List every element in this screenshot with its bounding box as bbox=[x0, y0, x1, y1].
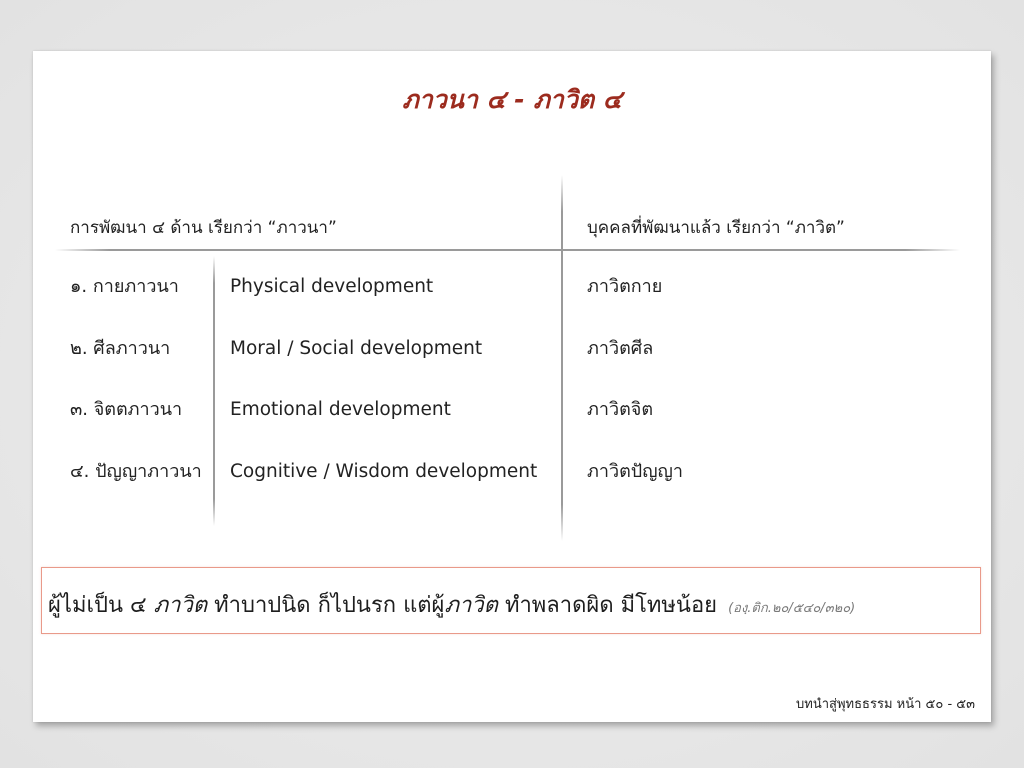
slide-title: ภาวนา ๔ - ภาวิต ๔ bbox=[402, 85, 622, 114]
row-1-thai: ๑. กายภาวนา bbox=[70, 276, 179, 297]
row-4-english: Cognitive / Wisdom development bbox=[230, 461, 538, 482]
row-2-thai: ๒. ศีลภาวนา bbox=[70, 338, 171, 359]
quote-part-2: ทำบาปนิด ก็ไปนรก แต่ผู้ bbox=[207, 593, 445, 618]
quote-emphasis-2: ภาวิต bbox=[444, 593, 498, 618]
quote-part-3: ทำพลาดผิด มีโทษน้อย bbox=[497, 593, 718, 618]
row-1-result: ภาวิตกาย bbox=[587, 276, 663, 297]
row-2-english: Moral / Social development bbox=[230, 338, 483, 359]
footer-source: บทนำสู่พุทธธรรม หน้า ๕๐ - ๕๓ bbox=[796, 697, 975, 712]
column-divider-inner bbox=[213, 256, 215, 526]
row-4-result: ภาวิตปัญญา bbox=[587, 461, 683, 482]
quote-reference: (องฺ.ติก.๒๐/๕๔๐/๓๒๐) bbox=[728, 601, 856, 616]
quote-part-1: ผู้ไม่เป็น ๔ bbox=[48, 593, 154, 618]
quote-text bbox=[48, 587, 855, 622]
row-4-thai: ๔. ปัญญาภาวนา bbox=[70, 461, 202, 482]
header-bhavita: บุคคลที่พัฒนาแล้ว เรียกว่า “ภาวิต” bbox=[587, 218, 845, 238]
row-3-english: Emotional development bbox=[230, 399, 451, 420]
row-3-thai: ๓. จิตตภาวนา bbox=[70, 399, 183, 420]
row-2-result: ภาวิตศีล bbox=[587, 338, 654, 359]
row-3-result: ภาวิตจิต bbox=[587, 399, 654, 420]
quote-box bbox=[41, 567, 981, 634]
column-divider-main bbox=[561, 175, 563, 541]
header-divider bbox=[55, 249, 960, 251]
header-bhavana: การพัฒนา ๔ ด้าน เรียกว่า “ภาวนา” bbox=[70, 218, 337, 238]
row-1-english: Physical development bbox=[230, 276, 434, 297]
quote-emphasis-1: ภาวิต bbox=[153, 593, 208, 618]
